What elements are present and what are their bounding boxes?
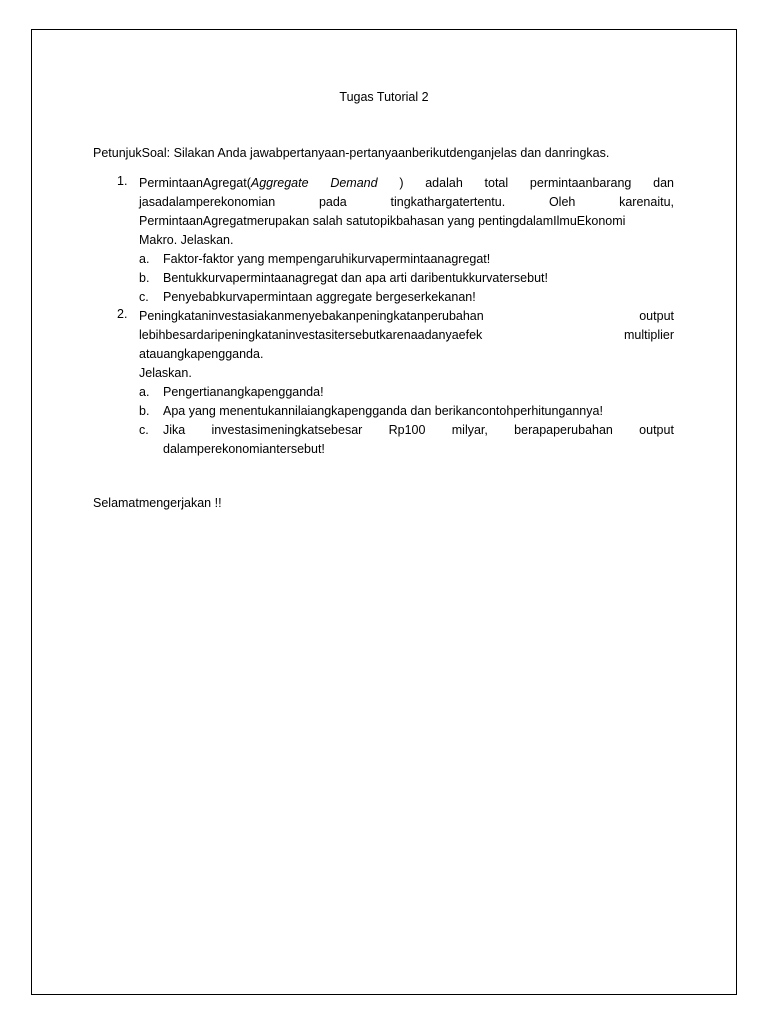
question-2-number: 2. — [117, 307, 128, 321]
question-1-line-3: PermintaanAgregatmerupakan salah satutopikbahasan yang pentingdalamIlmuEkonomi — [139, 214, 626, 228]
question-2-line-2: lebihbesardaripeningkataninvestasitersebutkarenaadanyaefek multiplier — [139, 328, 674, 342]
question-1-line-1: PermintaanAgregat(Aggregate Demand ) adalah total permintaanbarang dan — [139, 176, 674, 190]
question-2-sub-c: c. Jika investasimeningkatsebesar Rp100 milyar, berapaperubahan output dalamperekonomiantersebut! — [139, 421, 674, 459]
closing-text: Selamatmengerjakan !! — [93, 496, 222, 510]
question-1-number: 1. — [117, 174, 128, 188]
question-2-line-4: Jelaskan. — [139, 366, 192, 380]
question-2-sub-c-line-1: Jika investasimeningkatsebesar Rp100 milyar, berapaperubahan output — [163, 423, 674, 437]
question-2-sub-b: b. Apa yang menentukannilaiangkapengganda dan berikancontohperhitungannya! — [139, 404, 603, 418]
question-1-line-2: jasadalamperekonomian pada tingkathargatertentu. Oleh karenaitu, — [139, 195, 674, 209]
question-1-body — [139, 174, 674, 307]
instruction-text: PetunjukSoal: Silakan Anda jawabpertanyaan-pertanyaanberikutdenganjelas dan danringkas. — [93, 146, 610, 160]
question-1-line-4: Makro. Jelaskan. — [139, 233, 234, 247]
question-1-sub-c: c. Penyebabkurvapermintaan aggregate bergeserkekanan! — [139, 290, 476, 304]
document-page — [31, 29, 737, 995]
question-2-sub-a: a. Pengertianangkapengganda! — [139, 385, 324, 399]
question-2-line-3: atauangkapengganda. — [139, 347, 264, 361]
question-2-line-1: Peningkataninvestasiakanmenyebakanpeningkatanperubahan output — [139, 309, 674, 323]
document-title: Tugas Tutorial 2 — [339, 90, 429, 104]
question-2-sub-c-line-2: dalamperekonomiantersebut! — [163, 442, 325, 456]
question-2-body — [139, 307, 674, 459]
question-1-sub-a: a. Faktor-faktor yang mempengaruhikurvapermintaanagregat! — [139, 252, 491, 266]
question-1-sub-b: b. Bentukkurvapermintaanagregat dan apa arti daribentukkurvatersebut! — [139, 271, 548, 285]
